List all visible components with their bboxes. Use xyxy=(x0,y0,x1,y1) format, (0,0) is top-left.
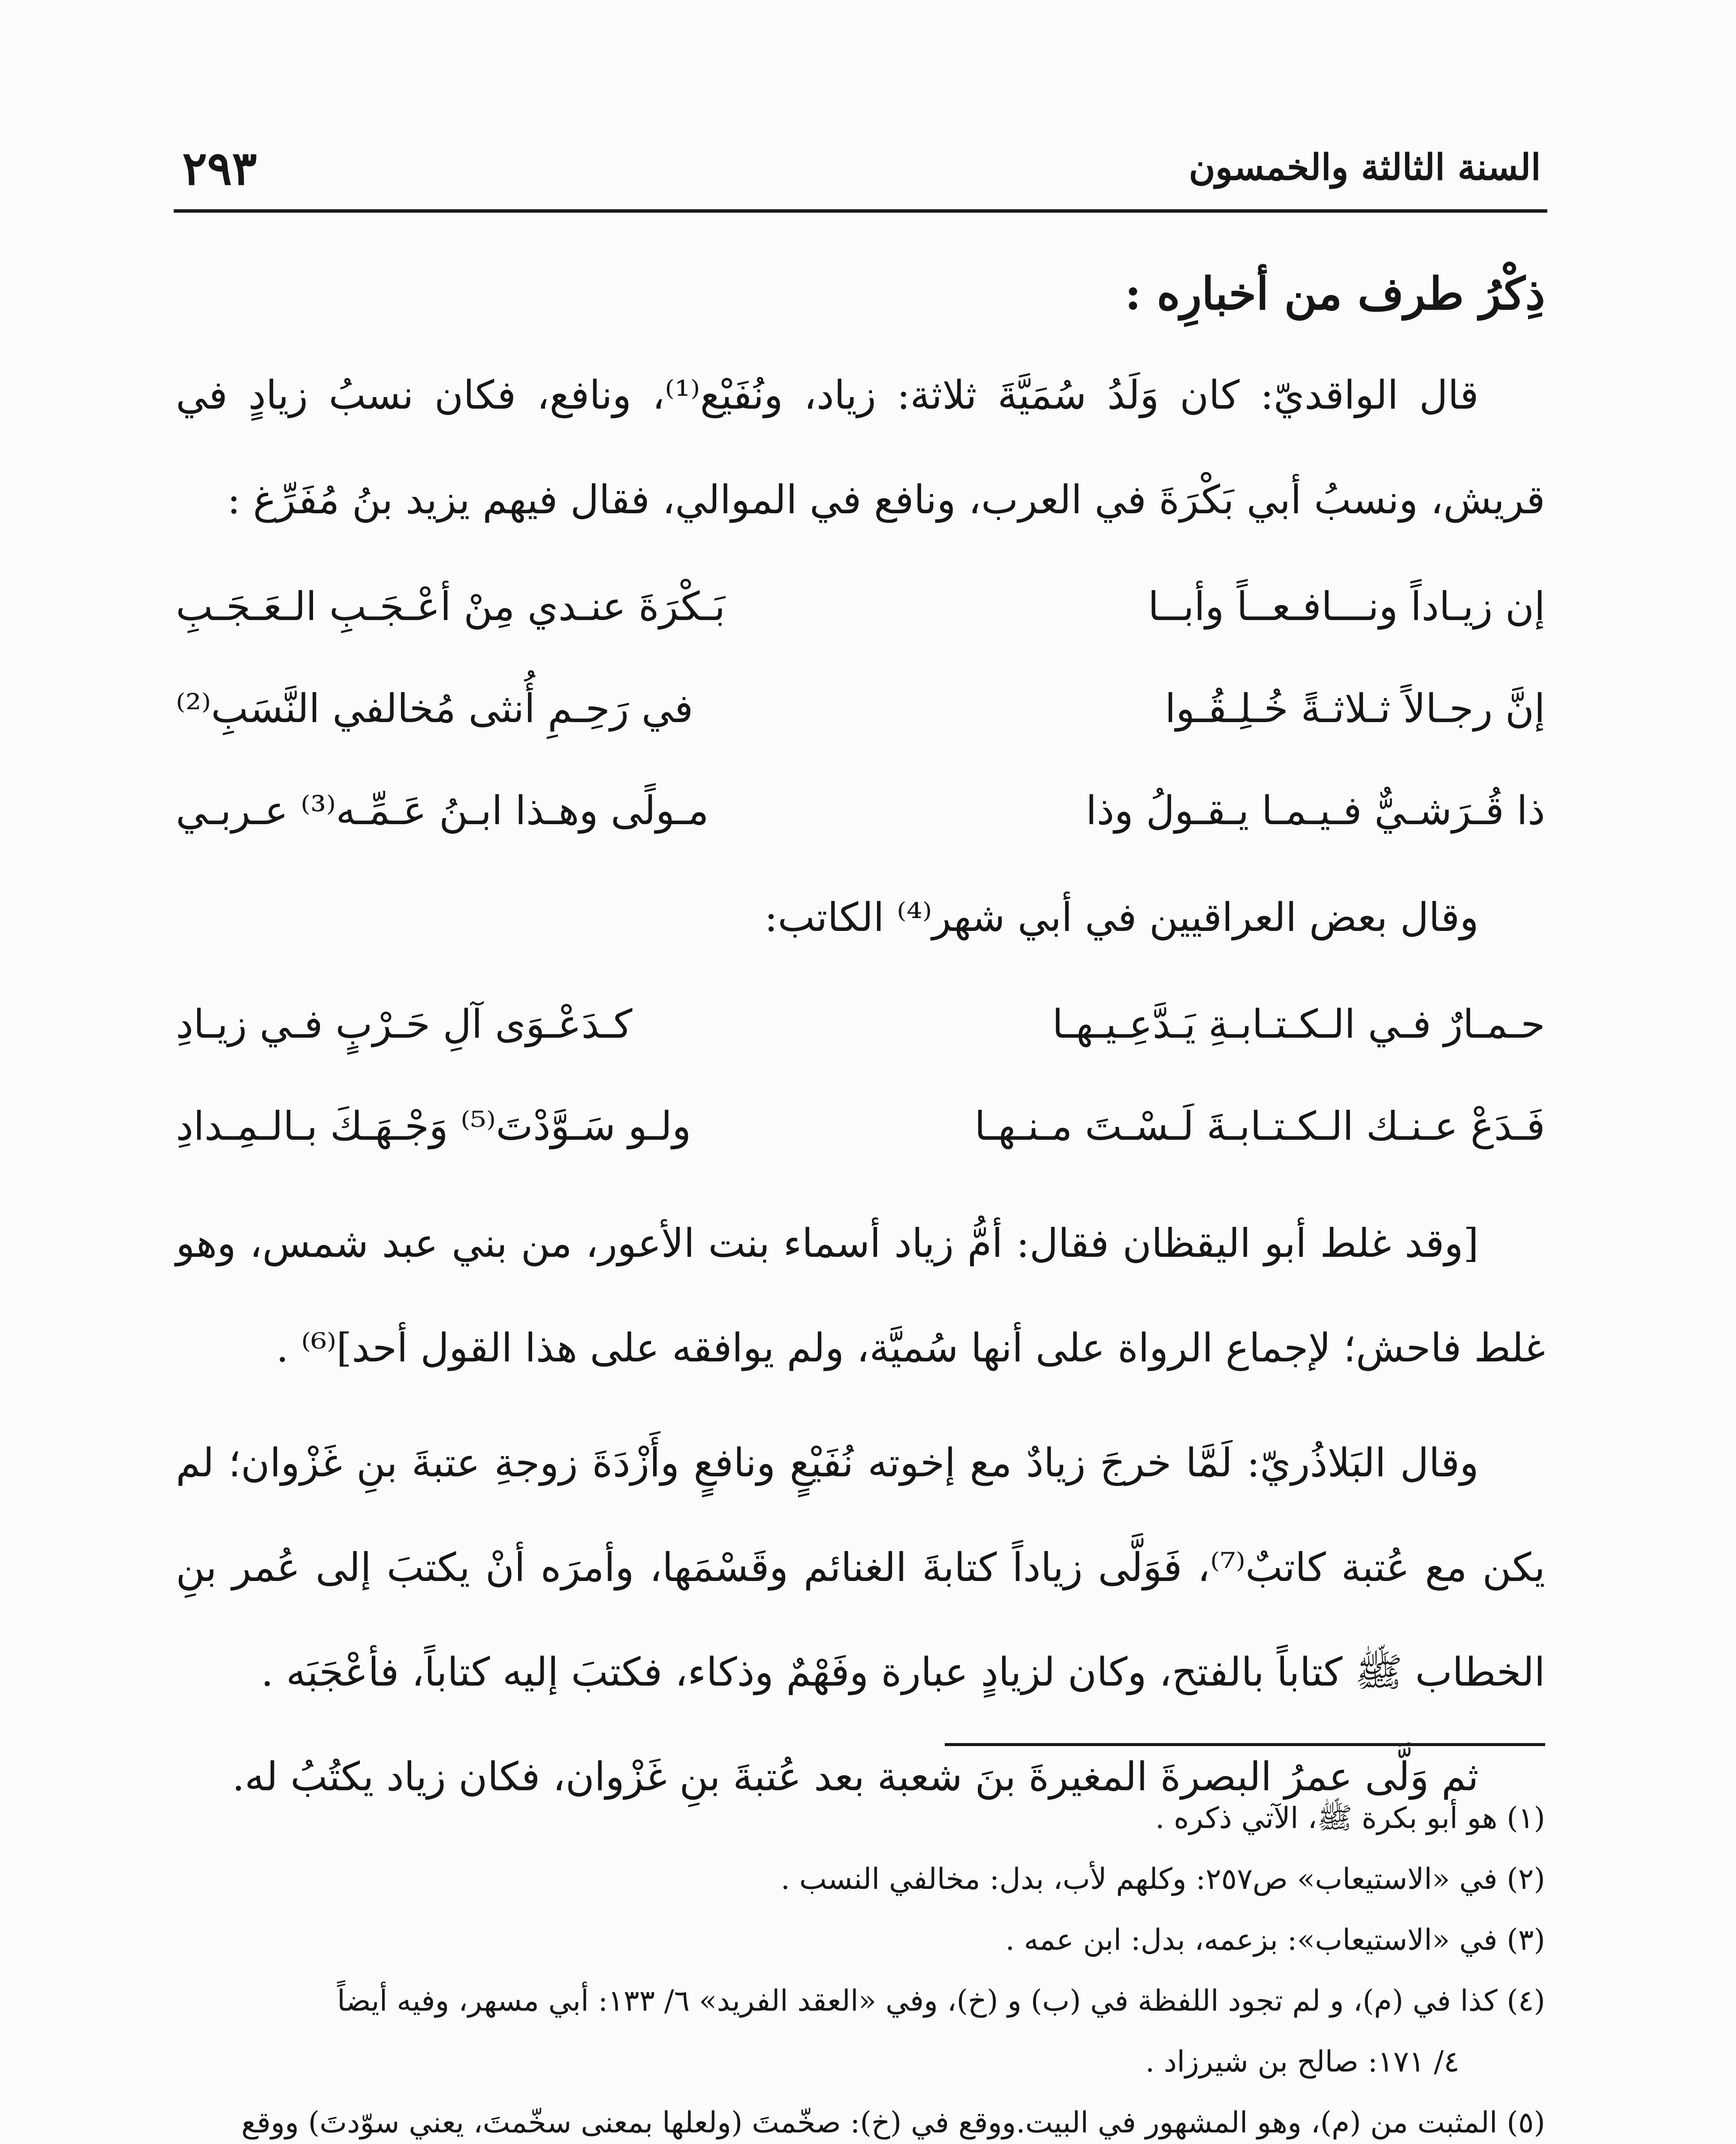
verse-first-hemistich: ذا قُـرَشـيٌّ فـيـمـا يـقـولُ وذا xyxy=(1085,788,1545,834)
paragraph-baladhuri: وقال البَلاذُريّ: لَمَّا خرجَ زيادٌ مع إخوته نُفَيْعٍ ونافعٍ وأَزْدَةَ زوجةِ عتبةَ بنِ غَزْوان؛ لم يكن مع عُتبة كاتبٌ⁽⁷⁾، فَوَلَّى زياداً كتابةَ الغنائم وقَسْمَها، وأمرَه أنْ يكتبَ إلى عُمر بنِ الخطاب ﷺ كتاباً بالفتح، وكان لزيادٍ عبارة وفَهْمٌ وذكاء، فكتبَ إليه كتاباً، فأعْجَبَه . xyxy=(176,1440,1545,1695)
footnote: (٢) في «الاستيعاب» ص٢٥٧: وكلهم لأب، بدل: مخالفي النسب . xyxy=(781,1862,1545,1896)
paragraph-iraqi-intro: وقال بعض العراقيين في أبي شهر⁽⁴⁾ الكاتب: xyxy=(764,894,1479,940)
verse-line xyxy=(176,556,1545,658)
verse-line xyxy=(176,760,1545,862)
paragraph-waqidi: قال الواقديّ: كان وَلَدُ سُمَيَّةَ ثلاثة: زياد، ونُفَيْع⁽¹⁾، ونافع، فكان نسبُ زيادٍ في قريش، ونسبُ أبي بَكْرَةَ في العرب، ونافع في الموالي، فقال فيهم يزيد بنُ مُفَرِّغ : xyxy=(176,372,1545,523)
verse-second-hemistich: ولـو سَـوَّدْتَ⁽⁵⁾ وَجْـهَـكَ بـالـمِـدادِ xyxy=(176,1103,691,1149)
verse-second-hemistich: مـولًى وهـذا ابـنُ عَـمِّـه⁽³⁾ عـربـي xyxy=(176,788,709,834)
page-number: ٢٩٣ xyxy=(182,142,257,196)
paragraph-abu-yaqzan: [وقد غلط أبو اليقظان فقال: أمُّ زياد أسماء بنت الأعور، من بني عبد شمس، وهو غلط فاحش؛ لإجماع الرواة على أنها سُميَّة، ولم يوافقه على هذا القول أحد]⁽⁶⁾ . xyxy=(176,1220,1545,1371)
verse-second-hemistich: كـدَعْـوَى آلِ حَـرْبٍ فـي زيـادِ xyxy=(176,1001,633,1047)
section-heading: ذِكْرُ طرف من أخبارِه : xyxy=(1124,267,1545,320)
footnote-divider xyxy=(945,1743,1545,1746)
verse-first-hemistich: إنَّ رجـالاً ثـلاثـةً خُـلِـقُـوا xyxy=(1165,686,1545,732)
verse-line xyxy=(176,973,1545,1075)
footnotes xyxy=(172,1788,1545,2144)
header-divider xyxy=(174,209,1547,213)
footnote: (١) هو أبو بكرة ﷺ، الآتي ذكره . xyxy=(1155,1801,1545,1835)
verse-first-hemistich: حـمـارٌ فـي الـكـتـابـةِ يَـدَّعِـيـهـا xyxy=(1052,1001,1545,1047)
verse-second-hemistich: بَـكْرَةَ عنـدي مِنْ أعْـجَـبِ الـعَـجَـبِ xyxy=(176,584,726,629)
paragraph-mughira: ثم وَلَّى عمرُ البصرةَ المغيرةَ بنَ شعبة بعد عُتبةَ بنِ غَزْوان، فكان زياد يكتُبُ له. xyxy=(232,1754,1479,1800)
footnote-continuation: ٤/ ١٧١: صالح بن شيرزاد . xyxy=(1145,2045,1459,2079)
main-text xyxy=(176,244,1545,1829)
verse-first-hemistich: إن زيـاداً ونـــافـعــاً وأبــا xyxy=(1148,584,1545,629)
footnote: (٤) كذا في (م)، و لم تجود اللفظة في (ب) و (خ)، وفي «العقد الفريد» ٦/ ١٣٣: أبي مسهر، وفيه أيضاً xyxy=(337,1984,1545,2018)
running-title: السنة الثالثة والخمسون xyxy=(1189,146,1541,188)
verse-line xyxy=(176,1075,1545,1177)
poem-abu-shahr xyxy=(176,973,1545,1177)
poem-ibn-mufarrigh xyxy=(176,556,1545,862)
verse-second-hemistich: في رَحِـمِ أُنثى مُخالفي النَّسَبِ⁽²⁾ xyxy=(176,686,693,732)
spacer xyxy=(176,1181,1545,1191)
footnote: (٥) المثبت من (م)، وهو المشهور في البيت.ووقع في (خ): صخّمتَ (ولعلها بمعنى سخّمتَ، يعني سوّدتَ) ووقع xyxy=(241,2106,1545,2140)
page-header xyxy=(182,142,1541,206)
verse-first-hemistich: فَـدَعْ عـنـك الـكـتـابـةَ لَـسْـتَ مـنـهـا xyxy=(974,1103,1545,1149)
footnote: (٣) في «الاستيعاب»: بزعمه، بدل: ابن عمه . xyxy=(1005,1923,1545,1957)
verse-line xyxy=(176,658,1545,760)
spacer xyxy=(176,1400,1545,1411)
